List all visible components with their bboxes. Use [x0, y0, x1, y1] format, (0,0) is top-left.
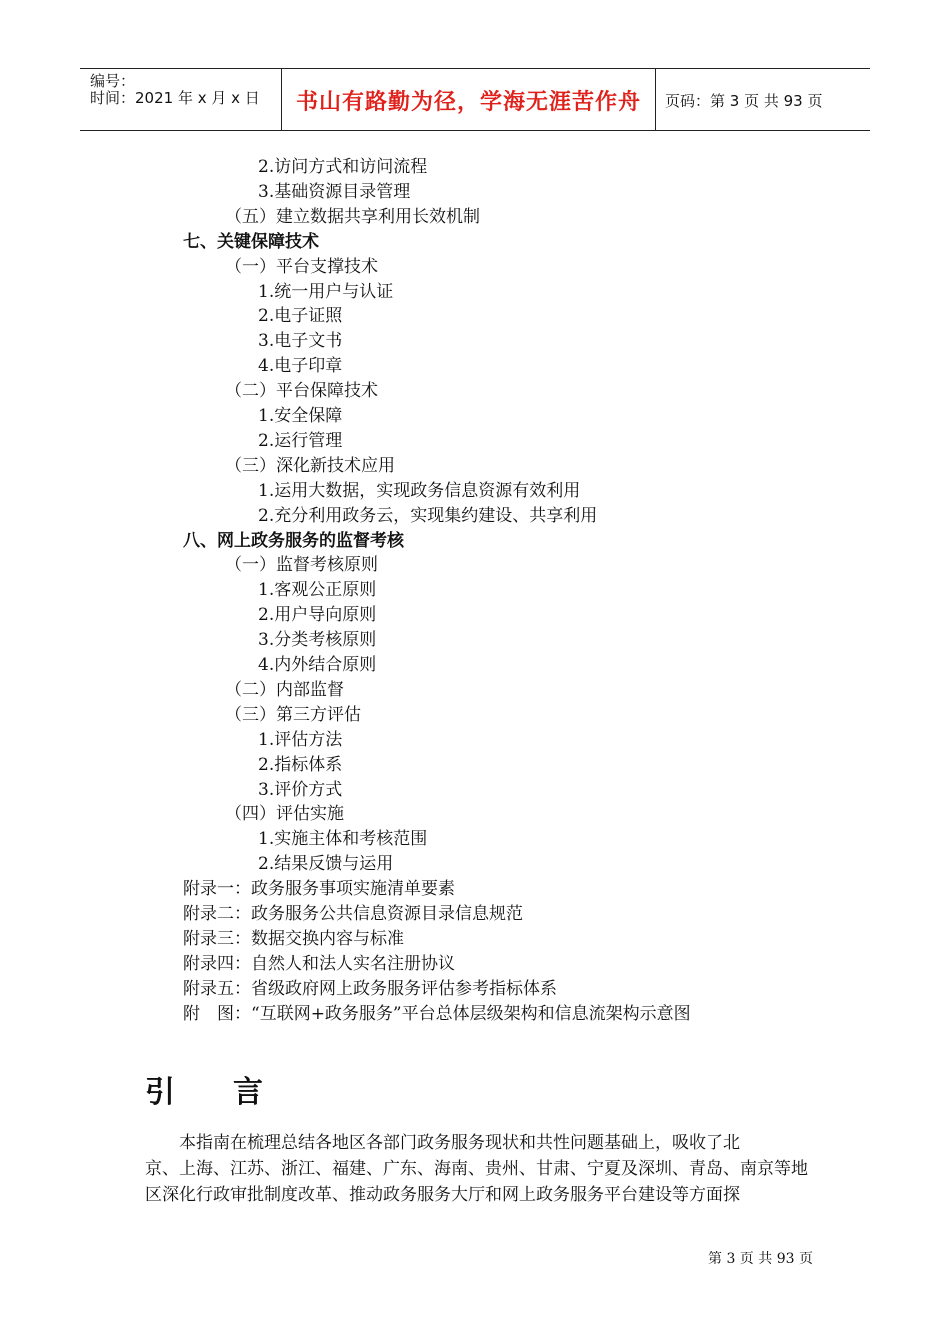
intro-line: 本指南在梳理总结各地区各部门政务服务现状和共性问题基础上，吸收了北: [145, 1133, 740, 1153]
toc-item: 附录五：省级政府网上政务服务评估参考指标体系: [183, 978, 557, 999]
toc-item: 2.充分利用政务云，实现集约建设、共享利用: [258, 505, 598, 526]
toc-item: 3.评价方式: [258, 779, 343, 800]
toc-item: 附录一：政务服务事项实施清单要素: [183, 879, 455, 900]
toc-item: （二）平台保障技术: [225, 381, 378, 402]
number-label: 编号：: [90, 72, 136, 90]
toc-item: 2.电子证照: [258, 306, 343, 327]
toc-item: 附录二：政务服务公共信息资源目录信息规范: [183, 904, 523, 924]
toc-item: 3.电子文书: [258, 331, 343, 352]
intro-line: 区深化行政审批制度改革、推动政务服务大厅和网上政务服务平台建设等方面探: [145, 1185, 740, 1205]
motto-text: 书山有路勤为径，学海无涯苦作舟: [295, 90, 641, 115]
header-page-cell: [655, 69, 870, 130]
toc-item: 3.分类考核原则: [258, 630, 377, 651]
toc-item: 七、关键保障技术: [183, 231, 319, 252]
header-motto-cell: [281, 69, 656, 130]
toc-item: 1.评估方法: [258, 729, 343, 750]
toc-item: （一）监督考核原则: [225, 555, 378, 576]
toc-item: （五）建立数据共享利用长效机制: [225, 206, 480, 227]
toc-item: 2.运行管理: [258, 430, 343, 451]
toc-item: 1.实施主体和考核范围: [258, 829, 428, 850]
toc-item: 1.安全保障: [258, 406, 343, 426]
intro-line: 京、上海、江苏、浙江、福建、广东、海南、贵州、甘肃、宁夏及深圳、青岛、南京等地: [145, 1159, 808, 1179]
toc-item: 附录三：数据交换内容与标准: [183, 928, 404, 949]
toc-item: 2.结果反馈与运用: [258, 854, 394, 875]
toc-item: 附录四：自然人和法人实名注册协议: [183, 953, 455, 974]
toc-item: 八、网上政务服务的监督考核: [183, 530, 404, 551]
toc-item: 4.内外结合原则: [258, 655, 377, 675]
toc-item: 1.运用大数据，实现政务信息资源有效利用: [258, 480, 581, 501]
toc-item: 2.访问方式和访问流程: [258, 157, 428, 177]
toc-item: （二）内部监督: [225, 679, 344, 700]
toc-item: 3.基础资源目录管理: [258, 181, 411, 202]
toc-item: 4.电子印章: [258, 356, 343, 377]
toc-item: （一）平台支撑技术: [225, 256, 378, 277]
time-label: 时间：2021 年 x 月 x 日: [90, 89, 260, 107]
header-page-code: 页码：第 3 页 共 93 页: [665, 92, 823, 110]
toc-item: 附 图：“互联网+政务服务”平台总体层级架构和信息流架构示意图: [183, 1003, 691, 1024]
toc-item: 2.指标体系: [258, 754, 343, 775]
toc-item: （三）第三方评估: [225, 704, 361, 725]
intro-title: 引言: [145, 1075, 321, 1110]
toc-item: （四）评估实施: [225, 804, 344, 825]
toc-item: 1.统一用户与认证: [258, 281, 394, 302]
page-header: [80, 68, 870, 131]
toc-item: 2.用户导向原则: [258, 605, 377, 626]
toc-item: 1.客观公正原则: [258, 580, 377, 601]
page-footer: 第 3 页 共 93 页: [708, 1251, 813, 1267]
toc-item: （三）深化新技术应用: [225, 455, 395, 476]
header-info-cell: [80, 69, 280, 130]
